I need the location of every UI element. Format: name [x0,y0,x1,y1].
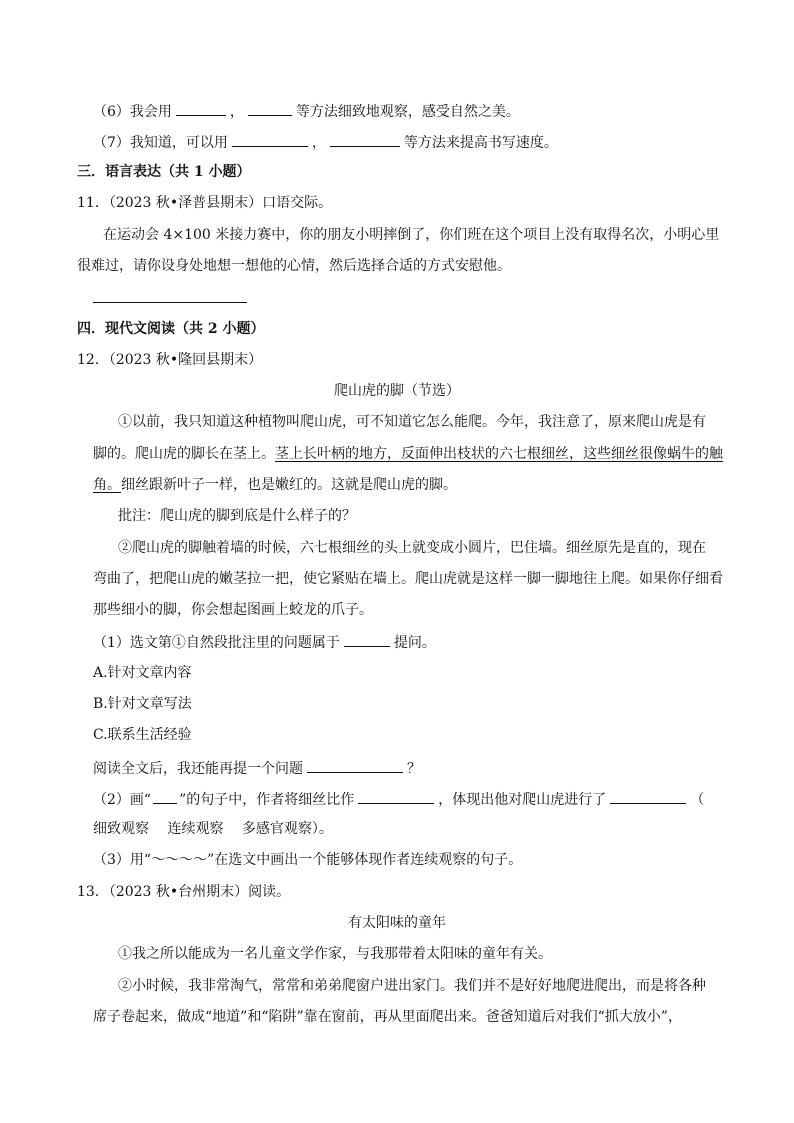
extra-question [93,758,421,778]
q6-tail: 等方法细致地观察，感受自然之美。 [295,104,520,120]
option-c[interactable]: C.联系生活经验 [93,727,192,743]
sub-question-3: （3）用“～～～～”在选文中画出一个能够体现作者连续观察的句子。 [93,852,523,868]
q11-paragraph-line: 在运动会 4×100 米接力赛中，你的朋友小明摔倒了，你们班在这个项目上没有取得名次，小明心里 [103,227,720,243]
sub-question-2-options: 细致观察 连续观察 多感官观察）。 [93,821,333,837]
passage-text: 细丝跟新叶子一样，也是嫩红的。这就是爬山虎的脚。 [121,477,457,493]
passage-line: ①我之所以能成为一名儿童文学作家，与我那带着太阳味的童年有关。 [118,946,552,962]
option-a[interactable]: A.针对文章内容 [93,665,192,681]
answer-blank[interactable] [358,789,434,804]
section-heading-4: 四．现代文阅读（共 2 小题） [77,321,265,337]
passage-line: ②爬山虎的脚触着墙的时候，六七根细丝的头上就变成小圆片，巴住墙。细丝原先是直的，现在 [118,540,706,556]
sub-question-text: （2）画“ [93,792,152,808]
underline-symbol [153,789,177,804]
q11-paragraph-line: 很难过，请你设身处地想一想他的心情，然后选择合适的方式安慰他。 [77,258,511,274]
sub-question-text: （1）选文第①自然段批注里的问题属于 [93,635,340,651]
question-7 [93,132,558,152]
sub-question-text: 提问。 [393,635,436,651]
q6-comma: ， [229,104,244,120]
sub-question-text: （ [690,792,705,808]
sub-question-text: ，体现出他对爬山虎进行了 [438,792,607,808]
sub-question-2 [93,789,704,809]
answer-blank[interactable] [232,132,308,147]
annotation-note: 批注：爬山虎的脚到底是什么样子的？ [118,508,356,524]
underlined-sentence: 茎上长叶柄的地方，反面伸出枝状的六七根细丝，这些细丝很像蜗牛的触 [275,446,723,462]
section-heading-3: 三．语言表达（共 1 小题） [77,164,251,180]
passage-line: ②小时候，我非常淘气，常常和弟弟爬窗户进出家门。我们并不是好好地爬进爬出，而是将各种 [118,978,706,994]
answer-blank[interactable] [330,132,400,147]
q6-text: （6）我会用 [93,104,172,120]
question-6 [93,101,520,121]
answer-blank[interactable] [610,789,686,804]
answer-blank[interactable] [307,758,403,773]
sub-question-1 [93,632,436,652]
passage-title: 爬山虎的脚（节选） [334,383,460,399]
question-11-number: 11．（2023 秋•泽普县期末）口语交际。 [77,195,333,211]
underlined-sentence: 角。 [93,477,121,493]
q11-answer-line[interactable] [93,288,247,308]
option-b[interactable]: B.针对文章写法 [93,696,192,712]
q7-text: （7）我知道，可以用 [93,135,228,151]
passage-line: ①以前，我只知道这种植物叫爬山虎，可不知道它怎么能爬。今年，我注意了，原来爬山虎是有 [118,414,706,430]
passage-title: 有太阳味的童年 [348,915,446,931]
sub-question-text: ”的句子中，作者将细丝比作 [179,792,355,808]
question-mark: ？ [407,761,421,777]
extra-question-text: 阅读全文后，我还能再提一个问题 [93,761,303,777]
question-13-number: 13．（2023 秋•台州期末）阅读。 [77,884,291,900]
answer-blank[interactable] [93,288,247,303]
answer-blank[interactable] [344,632,390,647]
passage-line [93,476,457,494]
answer-blank[interactable] [248,101,292,116]
question-12-number: 12．（2023 秋•隆回县期末） [77,352,263,368]
answer-blank[interactable] [176,101,226,116]
passage-line [93,445,723,463]
passage-line: 弯曲了，把爬山虎的嫩茎拉一把，使它紧贴在墙上。爬山虎就是这样一脚一脚地往上爬。如果你仔细看 [93,571,723,587]
passage-line: 席子卷起来，做成“地道”和“陷阱”靠在窗前，再从里面爬出来。爸爸知道后对我们“抓大放小”， [93,1009,682,1025]
q7-comma: ， [311,135,326,151]
passage-line: 那些细小的脚，你会想起图画上蛟龙的爪子。 [93,602,373,618]
passage-text: 脚的。爬山虎的脚长在茎上。 [93,446,275,462]
q7-tail: 等方法来提高书写速度。 [403,135,558,151]
